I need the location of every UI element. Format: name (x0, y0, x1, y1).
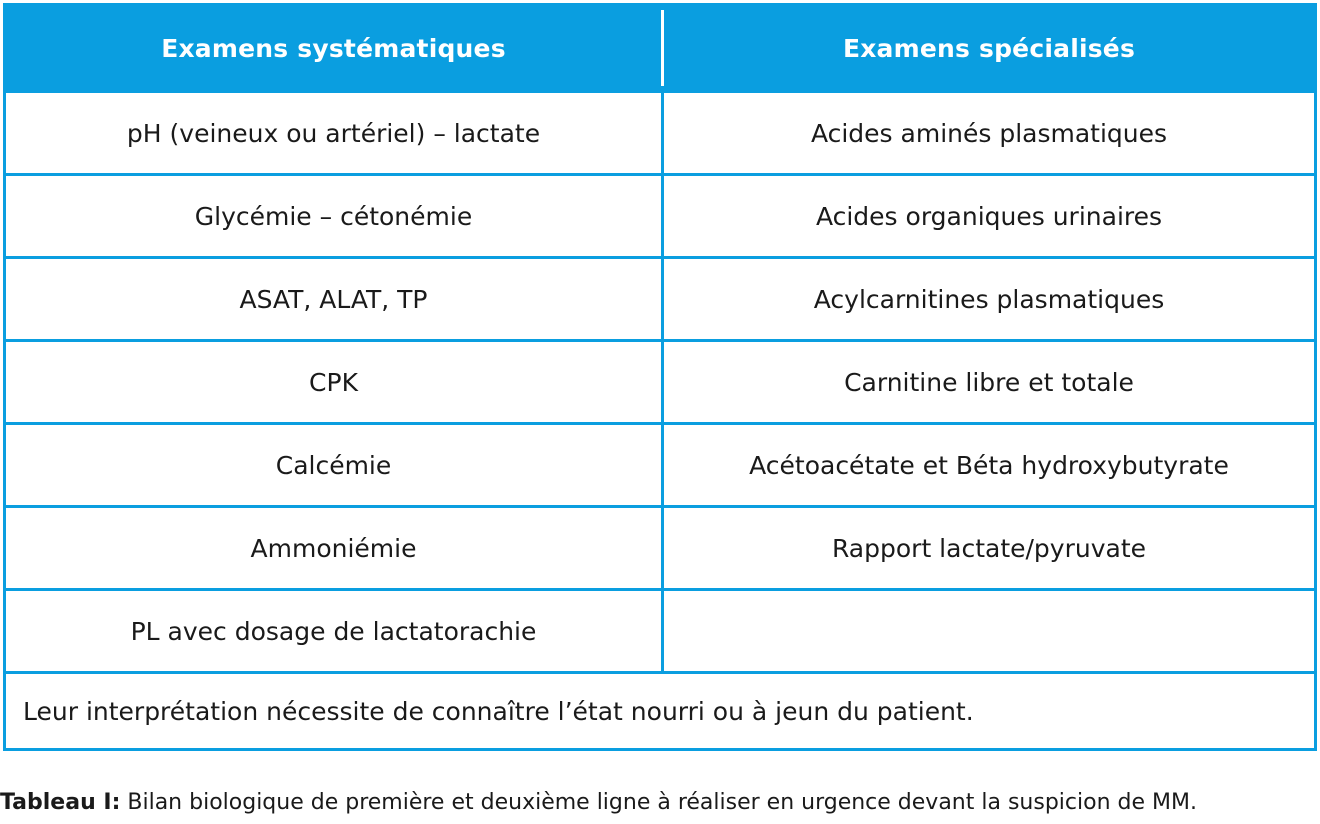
table-note: Leur interprétation nécessite de connaître l’état nourri ou à jeun du patient. (6, 671, 1314, 748)
table-header (6, 6, 1314, 90)
table-cell-specialized (664, 591, 1314, 671)
exam-table (3, 3, 1317, 751)
table-row (6, 422, 1314, 505)
table-cell-specialized: Acétoacétate et Béta hydroxybutyrate (749, 450, 1229, 480)
table-row (6, 505, 1314, 588)
table-row (6, 339, 1314, 422)
table-caption (0, 790, 1320, 815)
table-cell-systematic: Glycémie – cétonémie (194, 201, 473, 231)
table-cell-systematic: PL avec dosage de lactatorachie (130, 616, 537, 646)
caption-label: Tableau I: (0, 790, 121, 815)
table-row (6, 173, 1314, 256)
table-cell-systematic: ASAT, ALAT, TP (239, 284, 428, 314)
table-cell-systematic: Ammoniémie (250, 533, 417, 563)
table-cell-specialized: Rapport lactate/pyruvate (831, 533, 1147, 563)
caption-text: Bilan biologique de première et deuxième ligne à réaliser en urgence devant la suspicion de MM. (120, 790, 1197, 815)
table-cell-systematic: Calcémie (275, 450, 392, 480)
table-cell-specialized: Carnitine libre et totale (844, 367, 1134, 397)
table-cell-systematic: CPK (309, 367, 358, 397)
table-row (6, 256, 1314, 339)
table-cell-specialized: Acylcarnitines plasmatiques (813, 284, 1165, 314)
table-cell-specialized: Acides aminés plasmatiques (810, 118, 1168, 148)
header-specialized: Examens spécialisés (842, 33, 1136, 63)
table-cell-systematic: pH (veineux ou artériel) – lactate (126, 118, 541, 148)
header-systematic: Examens systématiques (161, 33, 506, 63)
table-cell-specialized: Acides organiques urinaires (815, 201, 1163, 231)
table-row (6, 90, 1314, 173)
table-row (6, 588, 1314, 671)
